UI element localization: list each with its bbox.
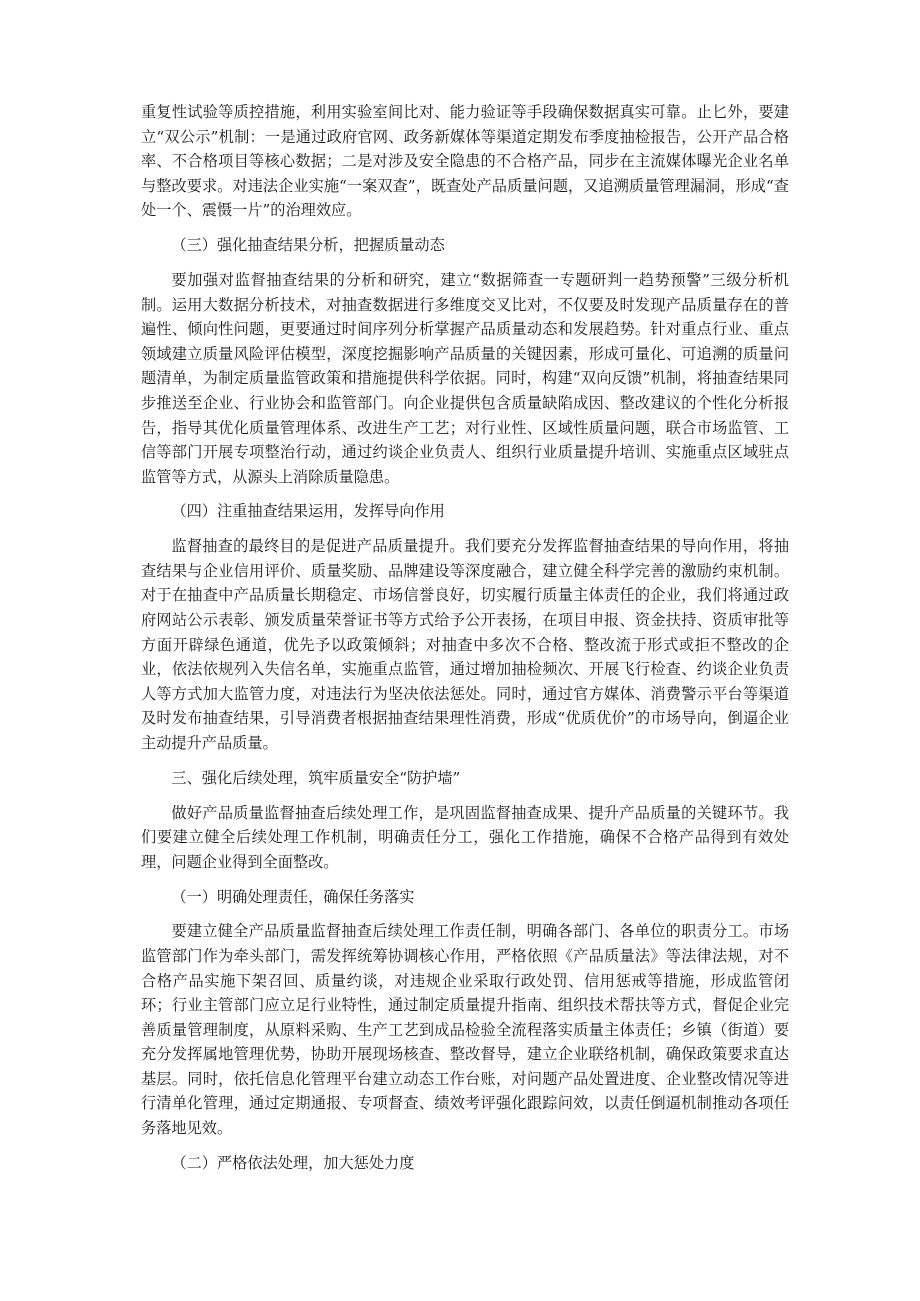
section-heading-2: （二）严格依法处理，加大惩处力度	[171, 1153, 415, 1172]
document-page	[141, 100, 789, 1186]
body-paragraph-3: 监督抽查的最终目的是促进产品质量提升。我们要充分发挥监督抽查结果的导向作用，将抽查结果与企业信用评价、质量奖励、品牌建设等深度融合，建立健全科学完善的激励约束机制。对于在抽查中产品质量长期稳定、市场信誉良好，切实履行质量主体责任的企业，我们将通过政府网站公示表彰、颁发质量荣誉证书等方式给予公开表扬，在项目申报、资金扶持、资质审批等方面开辟绿色通道，优先予以政策倾斜；对抽查中多次不合格、整改流于形式或拒不整改的企业，依法依规列入失信名单，实施重点监管，通过增加抽检频次、开展飞行检查、约谈企业负责人等方式加大监管力度，对违法行为坚决依法惩处。同时，通过官方媒体、消费警示平台等渠道及时发布抽查结果，引导消费者根据抽查结果理性消费，形成“优质优价”的市场导向，倒逼企业主动提升产品质量。	[141, 537, 789, 752]
body-paragraph-4: 做好产品质量监督抽查后续处理工作，是巩固监督抽查成果、提升产品质量的关键环节。我们要建立健全后续处理工作机制，明确责任分工，强化工作措施，确保不合格产品得到有效处理，问题企业得到全面整改。	[141, 803, 789, 871]
body-paragraph-2: 要加强对监督抽查结果的分析和研究，建立“数据筛查一专题研判一趋势预警”三级分析机制。运用大数据分析技术，对抽查数据进行多维度交叉比对，不仅要及时发现产品质量存在的普遍性、倾向性问题，更要通过时间序列分析掌握产品质量动态和发展趋势。针对重点行业、重点领域建立质量风险评估模型，深度挖掘影响产品质量的关键因素，形成可量化、可追溯的质量问题清单，为制定质量监管政策和措施提供科学依据。同时，构建“双向反馈”机制，将抽查结果同步推送至企业、行业协会和监管部门。向企业提供包含质量缺陷成因、整改建议的个性化分析报告，指导其优化质量管理体系、改进生产工艺；对行业性、区域性质量问题，联合市场监管、工信等部门开展专项整治行动，通过约谈企业负责人、组织行业质量提升培训、实施重点区域驻点监管等方式，从源头上消除质量隐患。	[141, 270, 789, 486]
chapter-heading-3: 三、强化后续处理，筑牢质量安全“防护墙”	[171, 768, 461, 787]
section-heading-3: （三）强化抽查结果分析，把握质量动态	[171, 236, 445, 255]
body-paragraph-5: 要建立健全产品质量监督抽查后续处理工作责任制，明确各部门、各单位的职责分工。市场监管部门作为牵头部门，需发挥统筹协调核心作用，严格依照《产品质量法》等法律法规，对不合格产品实施下架召回、质量约谈，对违规企业采取行政处罚、信用惩戒等措施，形成监管闭环；行业主管部门应立足行业特性，通过制定质量提升指南、组织技术帮扶等方式，督促企业完善质量管理制度，从原料采购、生产工艺到成品检验全流程落实质量主体责任；乡镇（街道）要充分发挥属地管理优势，协助开展现场核查、整改督导，建立企业联络机制，确保政策要求直达基层。同时，依托信息化管理平台建立动态工作台账，对问题产品处置进度、企业整改情况等进行清单化管理，通过定期通报、专项督查、绩效考评强化跟踪问效，以责任倒逼机制推动各项任务落地见效。	[141, 922, 789, 1138]
section-heading-4: （四）注重抽查结果运用，发挥导向作用	[171, 502, 445, 521]
section-heading-1: （一）明确处理责任，确保任务落实	[171, 887, 415, 906]
body-paragraph-1: 重复性试验等质控措施，利用实验室间比对、能力验证等手段确保数据真实可靠。止匕外，要建立“双公示”机制：一是通过政府官网、政务新媒体等渠道定期发布季度抽检报告，公开产品合格率、不合格项目等核心数据；二是对涉及安全隐患的不合格产品，同步在主流媒体曝光企业名单与整改要求。对违法企业实施“一案双查”，既查处产品质量问题，又追溯质量管理漏洞，形成“查处一个、震慑一片”的治理效应。	[141, 103, 789, 220]
